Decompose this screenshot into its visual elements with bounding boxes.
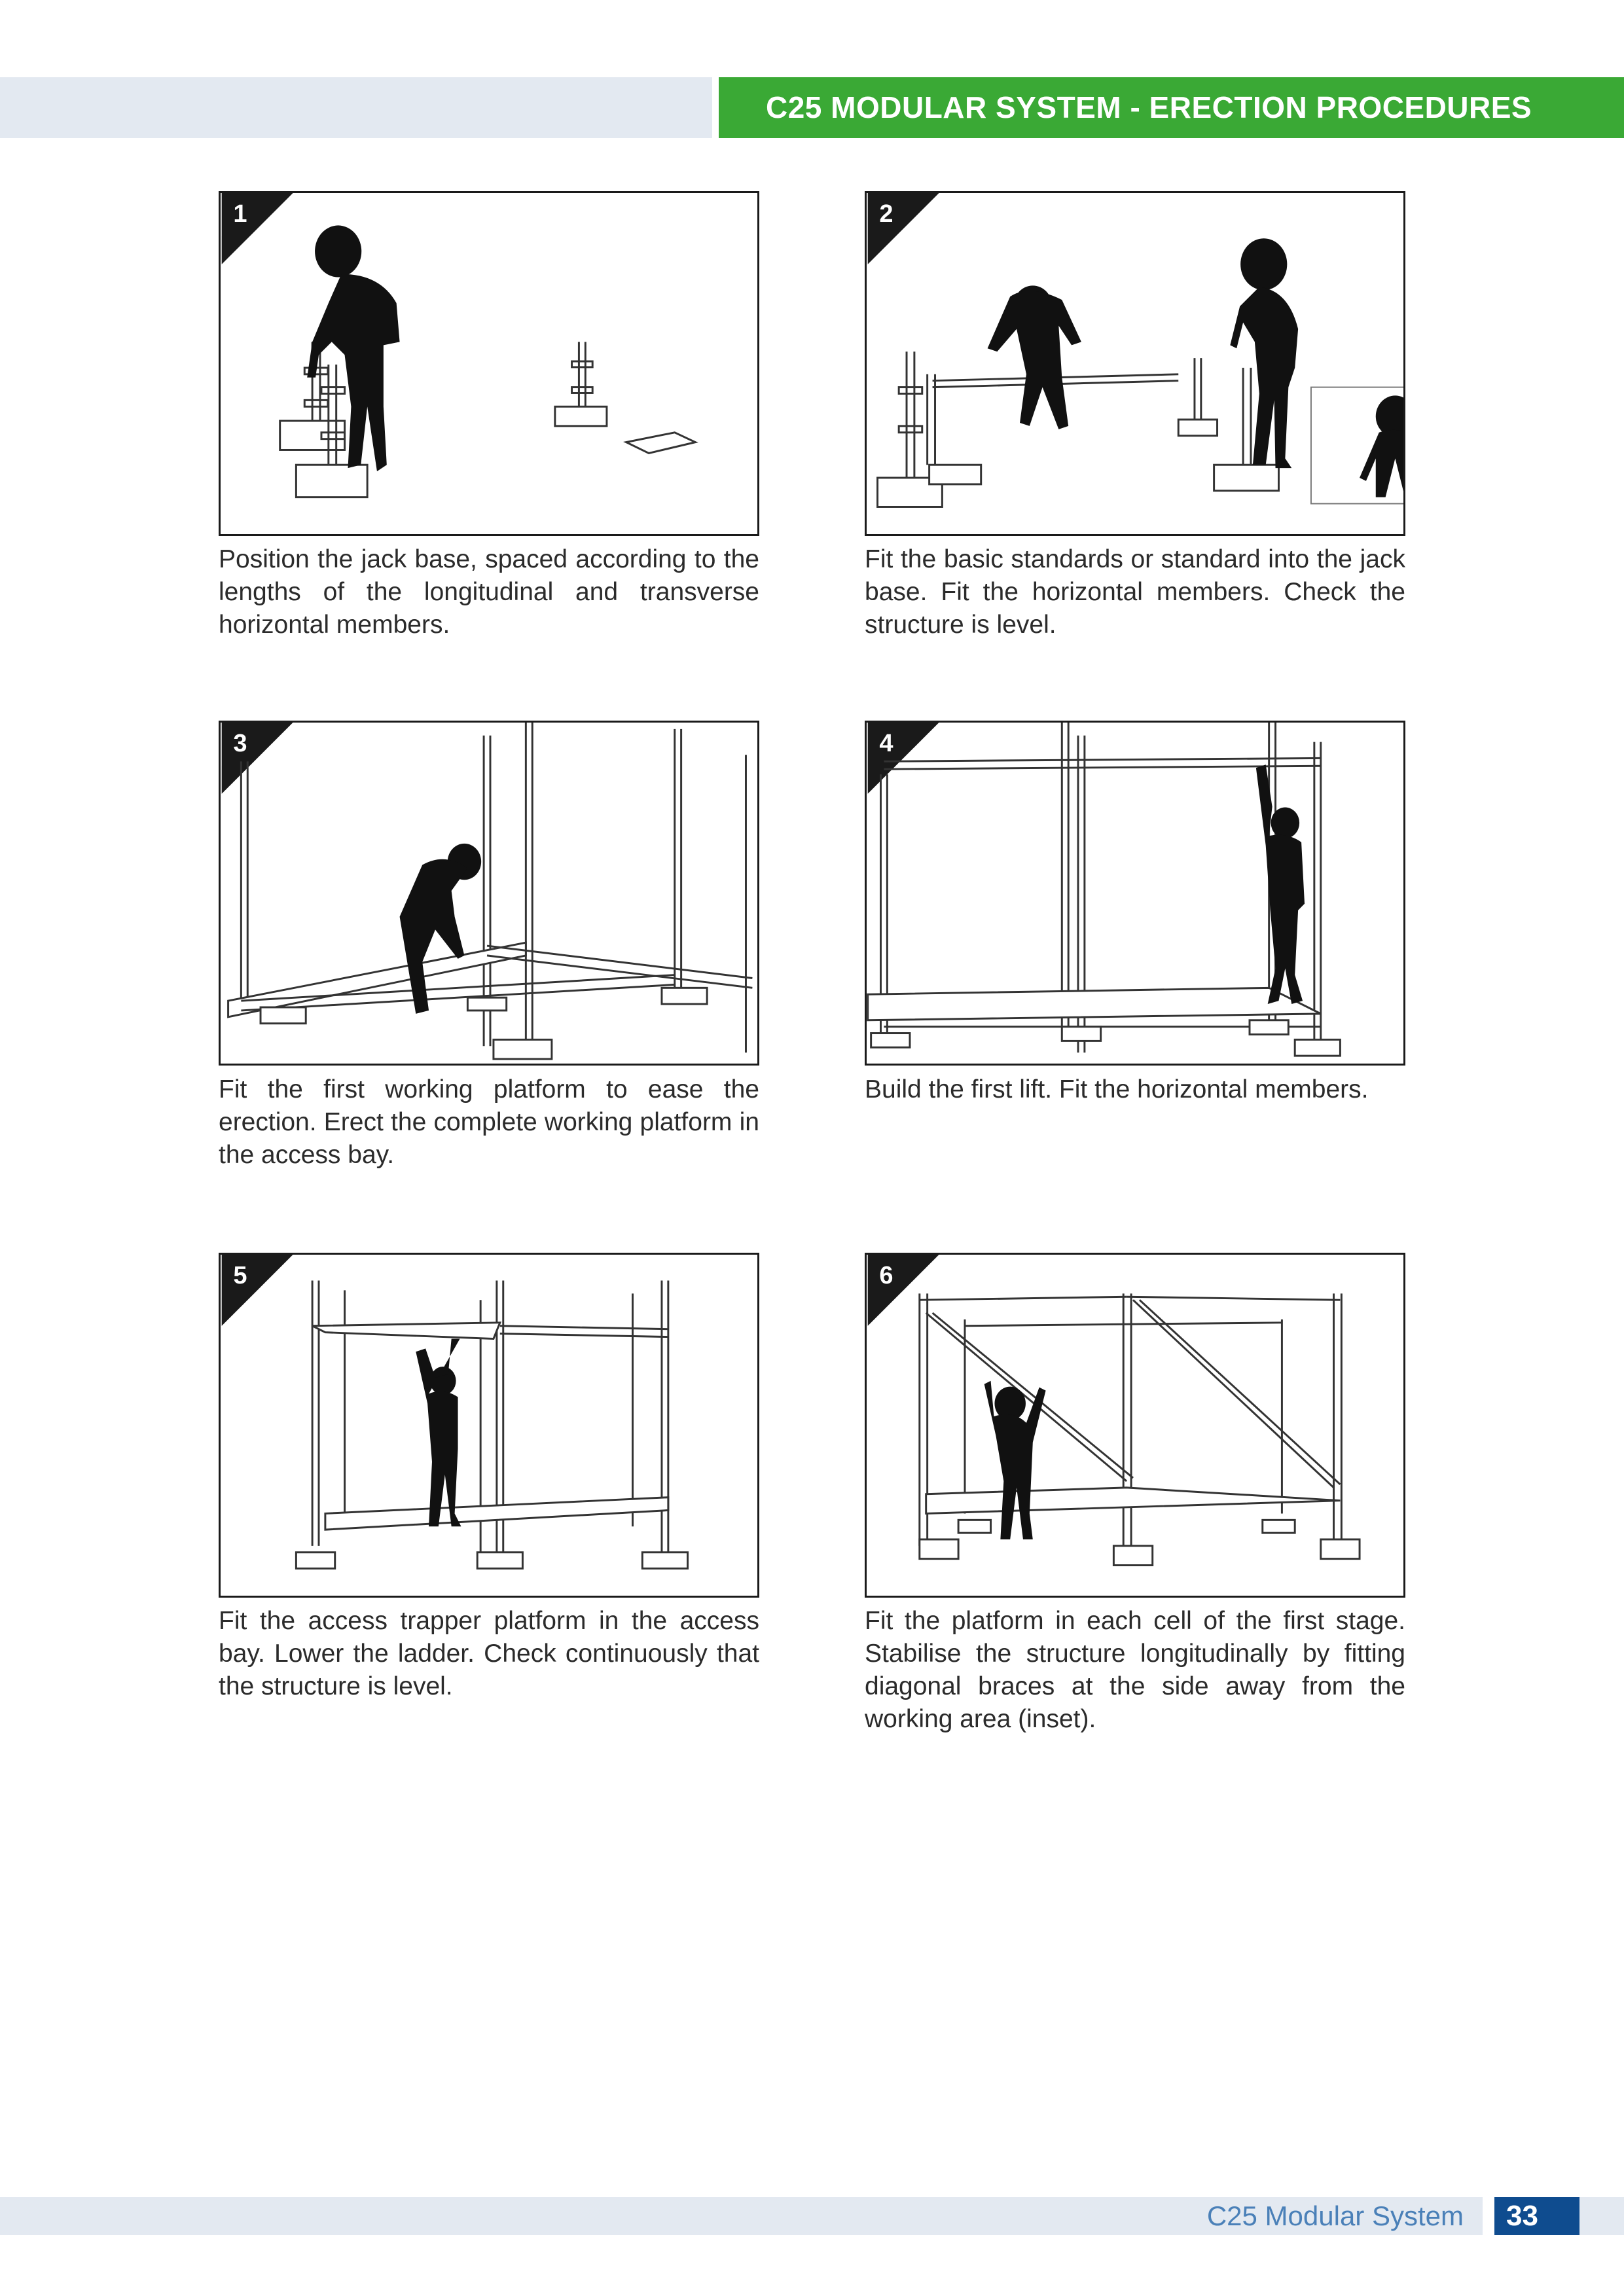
step-2-caption: Fit the basic standards or standard into the jack base. Fit the horizontal members. Check the structure is level. bbox=[865, 545, 1405, 639]
step-4-caption: Build the first lift. Fit the horizontal members. bbox=[865, 1075, 1369, 1103]
step-3-illustration bbox=[219, 721, 759, 1066]
first-platform-drawing bbox=[221, 723, 757, 1064]
jack-base-placement-drawing bbox=[221, 193, 757, 534]
page-title: C25 MODULAR SYSTEM - ERECTION PROCEDURES bbox=[719, 77, 1624, 138]
step-number: 2 bbox=[879, 200, 893, 228]
step-number: 5 bbox=[233, 1262, 247, 1289]
footer-divider bbox=[1483, 2197, 1494, 2235]
step-6-caption: Fit the platform in each cell of the first stage. Stabilise the structure longitudinally by fitting diagonal braces at the side away from the working area (inset). bbox=[865, 1607, 1405, 1733]
header-band bbox=[0, 77, 712, 138]
step-5-caption: Fit the access trapper platform in the access bay. Lower the ladder. Check continuously that the structure is level. bbox=[219, 1607, 759, 1700]
step-number: 1 bbox=[233, 200, 247, 228]
standards-and-horizontals-drawing bbox=[867, 193, 1403, 534]
step-5-illustration bbox=[219, 1253, 759, 1598]
footer-title: C25 Modular System bbox=[1206, 2200, 1464, 2231]
step-number: 3 bbox=[233, 730, 247, 757]
step-1-illustration bbox=[219, 191, 759, 536]
step-number: 4 bbox=[879, 730, 893, 757]
page-number: 33 bbox=[1494, 2197, 1579, 2235]
step-number: 6 bbox=[879, 1262, 893, 1289]
step-4-illustration bbox=[865, 721, 1405, 1066]
step-1-caption: Position the jack base, spaced according to the lengths of the longitudinal and transverse horizontal members. bbox=[219, 545, 759, 639]
first-lift-drawing bbox=[867, 723, 1403, 1064]
step-6-illustration bbox=[865, 1253, 1405, 1598]
access-trapper-platform-drawing bbox=[221, 1255, 757, 1596]
step-3-caption: Fit the first working platform to ease the erection. Erect the complete working platform in the access bay. bbox=[219, 1075, 759, 1169]
diagonal-braces-drawing bbox=[867, 1255, 1403, 1596]
step-2-illustration bbox=[865, 191, 1405, 536]
